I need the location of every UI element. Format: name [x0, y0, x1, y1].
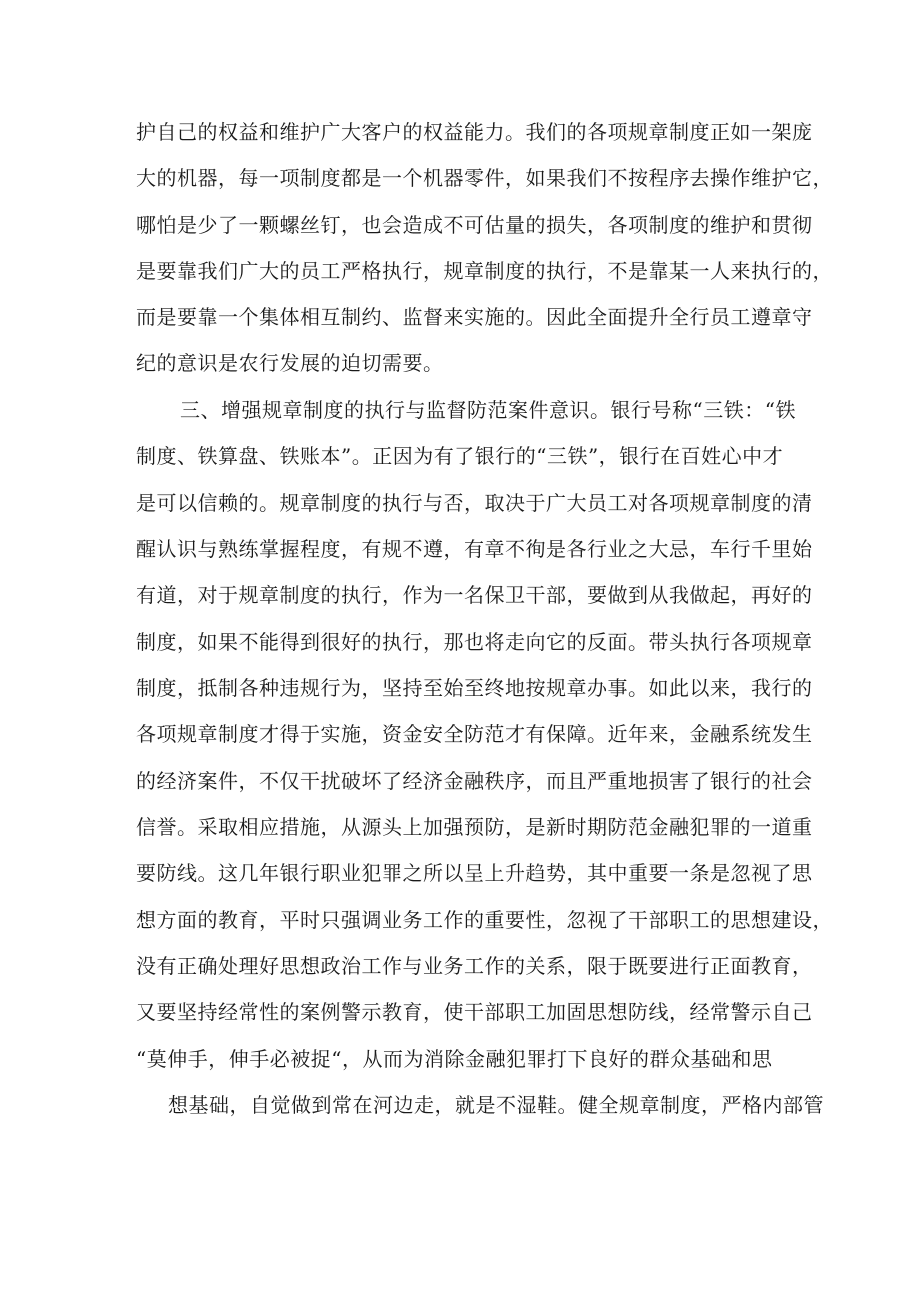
paragraph-line: 要防线。这几年银行职业犯罪之所以呈上升趋势，其中重要一条是忽视了思 — [136, 861, 813, 885]
paragraph-line: 而是要靠一个集体相互制约、监督来实施的。因此全面提升全行员工遵章守 — [136, 305, 813, 329]
paragraph-line: 有道，对于规章制度的执行，作为一名保卫干部，要做到从我做起，再好的 — [136, 583, 813, 607]
paragraph-line: 哪怕是少了一颗螺丝钉，也会造成不可估量的损失，各项制度的维护和贯彻 — [136, 213, 813, 237]
paragraph-line: 没有正确处理好思想政治工作与业务工作的关系，限于既要进行正面教育， — [136, 954, 813, 978]
paragraph-line: 是要靠我们广大的员工严格执行，规章制度的执行，不是靠某一人来执行的， — [136, 259, 833, 283]
paragraph-line: 制度，抵制各种违规行为，坚持至始至终地按规章办事。如此以来，我行的 — [136, 676, 813, 700]
paragraph-line: 的经济案件，不仅干扰破坏了经济金融秩序，而且严重地损害了银行的社会 — [136, 769, 813, 793]
paragraph-line: 想方面的教育，平时只强调业务工作的重要性，忽视了干部职工的思想建设， — [136, 908, 833, 932]
paragraph-line: 是可以信赖的。规章制度的执行与否，取决于广大员工对各项规章制度的清 — [136, 491, 813, 515]
paragraph-line: 制度，如果不能得到很好的执行，那也将走向它的反面。带头执行各项规章 — [136, 630, 813, 654]
paragraph-line: 想基础，自觉做到常在河边走，就是不湿鞋。健全规章制度，严格内部管 — [168, 1093, 824, 1117]
section-heading-line: 三、增强规章制度的执行与监督防范案件意识。银行号称“三铁：“铁 — [180, 398, 796, 422]
paragraph-line: 大的机器，每一项制度都是一个机器零件，如果我们不按程序去操作维护它， — [136, 166, 833, 190]
paragraph-line: 制度、铁算盘、铁账本”。正因为有了银行的“三铁”，银行在百姓心中才 — [136, 444, 784, 468]
paragraph-line: 醒认识与熟练掌握程度，有规不遵，有章不徇是各行业之大忌，车行千里始 — [136, 537, 813, 561]
paragraph-line: 纪的意识是农行发展的迫切需要。 — [136, 351, 444, 375]
paragraph-line: 又要坚持经常性的案例警示教育，使干部职工加固思想防线，经常警示自己 — [136, 1000, 813, 1024]
paragraph-line: 各项规章制度才得于实施，资金安全防范才有保障。近年来，金融系统发生 — [136, 722, 813, 746]
paragraph-line: “莫伸手，伸手必被捉“，从而为消除金融犯罪打下良好的群众基础和思 — [136, 1047, 773, 1071]
paragraph-line: 信誉。采取相应措施，从源头上加强预防，是新时期防范金融犯罪的一道重 — [136, 815, 813, 839]
paragraph-line: 护自己的权益和维护广大客户的权益能力。我们的各项规章制度正如一架庞 — [136, 120, 813, 144]
